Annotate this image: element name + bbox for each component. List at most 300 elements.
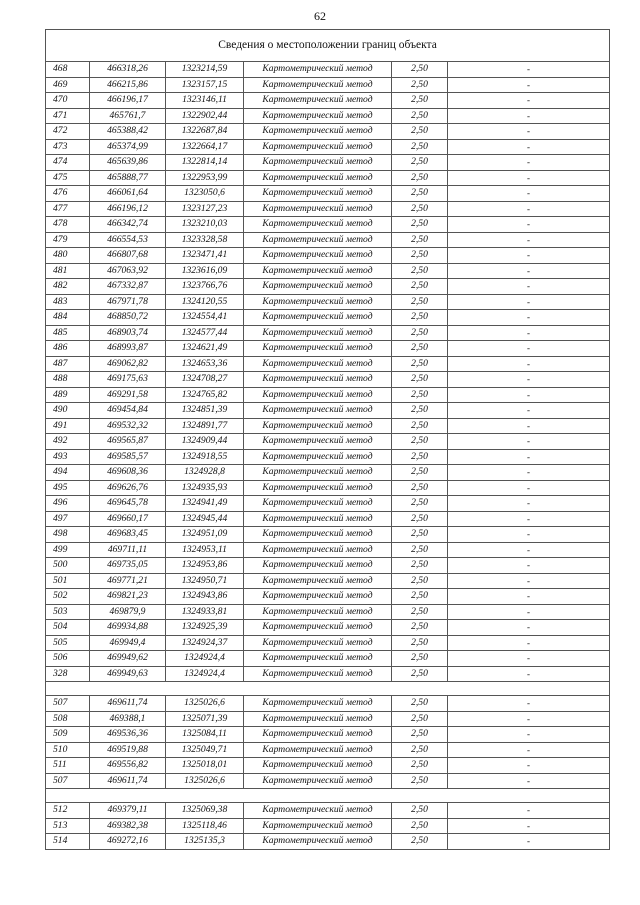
table-row — [46, 620, 610, 636]
note-cell: - — [448, 727, 610, 743]
table-row — [46, 279, 610, 295]
x-coordinate-cell: 469382,38 — [90, 818, 166, 834]
accuracy-cell: 2,50 — [392, 108, 448, 124]
x-coordinate-cell: 466342,74 — [90, 217, 166, 233]
accuracy-cell: 2,50 — [392, 480, 448, 496]
accuracy-cell: 2,50 — [392, 434, 448, 450]
x-coordinate-cell: 469379,11 — [90, 803, 166, 819]
note-cell: - — [448, 434, 610, 450]
note-cell: - — [448, 803, 610, 819]
table-row — [46, 604, 610, 620]
y-coordinate-cell: 1322687,84 — [166, 124, 244, 140]
table-row — [46, 294, 610, 310]
note-cell: - — [448, 294, 610, 310]
y-coordinate-cell: 1324943,86 — [166, 589, 244, 605]
method-cell: Картометрический метод — [244, 620, 392, 636]
accuracy-cell: 2,50 — [392, 604, 448, 620]
note-cell: - — [448, 139, 610, 155]
point-number-cell: 495 — [46, 480, 90, 496]
point-number-cell: 479 — [46, 232, 90, 248]
accuracy-cell: 2,50 — [392, 696, 448, 712]
accuracy-cell: 2,50 — [392, 727, 448, 743]
x-coordinate-cell: 469735,05 — [90, 558, 166, 574]
method-cell: Картометрический метод — [244, 803, 392, 819]
method-cell: Картометрический метод — [244, 217, 392, 233]
note-cell: - — [448, 372, 610, 388]
point-number-cell: 484 — [46, 310, 90, 326]
accuracy-cell: 2,50 — [392, 248, 448, 264]
accuracy-cell: 2,50 — [392, 742, 448, 758]
point-number-cell: 500 — [46, 558, 90, 574]
x-coordinate-cell: 469683,45 — [90, 527, 166, 543]
table-row — [46, 186, 610, 202]
table-row — [46, 834, 610, 850]
note-cell: - — [448, 542, 610, 558]
y-coordinate-cell: 1322902,44 — [166, 108, 244, 124]
table-row — [46, 248, 610, 264]
y-coordinate-cell: 1325049,71 — [166, 742, 244, 758]
note-cell: - — [448, 742, 610, 758]
note-cell: - — [448, 496, 610, 512]
note-cell: - — [448, 403, 610, 419]
method-cell: Картометрический метод — [244, 170, 392, 186]
x-coordinate-cell: 469536,36 — [90, 727, 166, 743]
x-coordinate-cell: 467063,92 — [90, 263, 166, 279]
y-coordinate-cell: 1324951,09 — [166, 527, 244, 543]
x-coordinate-cell: 466554,53 — [90, 232, 166, 248]
note-cell: - — [448, 818, 610, 834]
accuracy-cell: 2,50 — [392, 279, 448, 295]
method-cell: Картометрический метод — [244, 635, 392, 651]
accuracy-cell: 2,50 — [392, 325, 448, 341]
x-coordinate-cell: 465888,77 — [90, 170, 166, 186]
point-number-cell: 501 — [46, 573, 90, 589]
table-row — [46, 201, 610, 217]
table-row — [46, 727, 610, 743]
note-cell: - — [448, 480, 610, 496]
y-coordinate-cell: 1324924,4 — [166, 666, 244, 682]
point-number-cell: 485 — [46, 325, 90, 341]
y-coordinate-cell: 1322953,99 — [166, 170, 244, 186]
table-row — [46, 325, 610, 341]
x-coordinate-cell: 469175,63 — [90, 372, 166, 388]
method-cell: Картометрический метод — [244, 651, 392, 667]
table-row — [46, 77, 610, 93]
x-coordinate-cell: 469949,4 — [90, 635, 166, 651]
table-row — [46, 387, 610, 403]
method-cell: Картометрический метод — [244, 758, 392, 774]
point-number-cell: 507 — [46, 773, 90, 789]
note-cell: - — [448, 217, 610, 233]
x-coordinate-cell: 469611,74 — [90, 696, 166, 712]
table-row — [46, 62, 610, 78]
y-coordinate-cell: 1324941,49 — [166, 496, 244, 512]
point-number-cell: 510 — [46, 742, 90, 758]
accuracy-cell: 2,50 — [392, 310, 448, 326]
y-coordinate-cell: 1325118,46 — [166, 818, 244, 834]
point-number-cell: 469 — [46, 77, 90, 93]
accuracy-cell: 2,50 — [392, 93, 448, 109]
point-number-cell: 498 — [46, 527, 90, 543]
x-coordinate-cell: 466061,64 — [90, 186, 166, 202]
point-number-cell: 468 — [46, 62, 90, 78]
boundary-coordinates-table — [45, 29, 610, 850]
point-number-cell: 513 — [46, 818, 90, 834]
point-number-cell: 512 — [46, 803, 90, 819]
accuracy-cell: 2,50 — [392, 818, 448, 834]
note-cell: - — [448, 108, 610, 124]
accuracy-cell: 2,50 — [392, 403, 448, 419]
x-coordinate-cell: 469949,63 — [90, 666, 166, 682]
x-coordinate-cell: 469272,16 — [90, 834, 166, 850]
method-cell: Картометрический метод — [244, 62, 392, 78]
note-cell: - — [448, 279, 610, 295]
method-cell: Картометрический метод — [244, 696, 392, 712]
accuracy-cell: 2,50 — [392, 170, 448, 186]
x-coordinate-cell: 467332,87 — [90, 279, 166, 295]
x-coordinate-cell: 469711,11 — [90, 542, 166, 558]
point-number-cell: 482 — [46, 279, 90, 295]
y-coordinate-cell: 1323214,59 — [166, 62, 244, 78]
point-number-cell: 499 — [46, 542, 90, 558]
table-row — [46, 418, 610, 434]
note-cell: - — [448, 155, 610, 171]
y-coordinate-cell: 1324708,27 — [166, 372, 244, 388]
x-coordinate-cell: 469585,57 — [90, 449, 166, 465]
method-cell: Картометрический метод — [244, 511, 392, 527]
note-cell: - — [448, 465, 610, 481]
y-coordinate-cell: 1324928,8 — [166, 465, 244, 481]
x-coordinate-cell: 469934,88 — [90, 620, 166, 636]
note-cell: - — [448, 651, 610, 667]
method-cell: Картометрический метод — [244, 480, 392, 496]
y-coordinate-cell: 1324554,41 — [166, 310, 244, 326]
y-coordinate-cell: 1324577,44 — [166, 325, 244, 341]
table-row — [46, 651, 610, 667]
note-cell: - — [448, 248, 610, 264]
accuracy-cell: 2,50 — [392, 341, 448, 357]
x-coordinate-cell: 469556,82 — [90, 758, 166, 774]
x-coordinate-cell: 468993,87 — [90, 341, 166, 357]
method-cell: Картометрический метод — [244, 773, 392, 789]
table-row — [46, 93, 610, 109]
table-row — [46, 465, 610, 481]
table-row — [46, 527, 610, 543]
y-coordinate-cell: 1325026,6 — [166, 696, 244, 712]
y-coordinate-cell: 1325069,38 — [166, 803, 244, 819]
point-number-cell: 496 — [46, 496, 90, 512]
point-number-cell: 487 — [46, 356, 90, 372]
x-coordinate-cell: 469949,62 — [90, 651, 166, 667]
y-coordinate-cell: 1324851,39 — [166, 403, 244, 419]
y-coordinate-cell: 1323146,11 — [166, 93, 244, 109]
point-number-cell: 470 — [46, 93, 90, 109]
point-number-cell: 493 — [46, 449, 90, 465]
y-coordinate-cell: 1325071,39 — [166, 711, 244, 727]
method-cell: Картометрический метод — [244, 604, 392, 620]
x-coordinate-cell: 469291,58 — [90, 387, 166, 403]
table-row — [46, 232, 610, 248]
method-cell: Картометрический метод — [244, 558, 392, 574]
point-number-cell: 511 — [46, 758, 90, 774]
y-coordinate-cell: 1324918,55 — [166, 449, 244, 465]
point-number-cell: 514 — [46, 834, 90, 850]
y-coordinate-cell: 1323328,58 — [166, 232, 244, 248]
accuracy-cell: 2,50 — [392, 232, 448, 248]
note-cell: - — [448, 418, 610, 434]
x-coordinate-cell: 469454,84 — [90, 403, 166, 419]
table-row — [46, 155, 610, 171]
note-cell: - — [448, 449, 610, 465]
note-cell: - — [448, 511, 610, 527]
table-row — [46, 372, 610, 388]
x-coordinate-cell: 469660,17 — [90, 511, 166, 527]
point-number-cell: 476 — [46, 186, 90, 202]
x-coordinate-cell: 469062,82 — [90, 356, 166, 372]
method-cell: Картометрический метод — [244, 465, 392, 481]
accuracy-cell: 2,50 — [392, 511, 448, 527]
accuracy-cell: 2,50 — [392, 449, 448, 465]
accuracy-cell: 2,50 — [392, 573, 448, 589]
point-number-cell: 503 — [46, 604, 90, 620]
point-number-cell: 477 — [46, 201, 90, 217]
accuracy-cell: 2,50 — [392, 711, 448, 727]
point-number-cell: 474 — [46, 155, 90, 171]
y-coordinate-cell: 1323127,23 — [166, 201, 244, 217]
point-number-cell: 480 — [46, 248, 90, 264]
accuracy-cell: 2,50 — [392, 542, 448, 558]
note-cell: - — [448, 620, 610, 636]
table-row — [46, 263, 610, 279]
table-row — [46, 711, 610, 727]
table-row — [46, 310, 610, 326]
accuracy-cell: 2,50 — [392, 758, 448, 774]
y-coordinate-cell: 1324953,11 — [166, 542, 244, 558]
table-row — [46, 758, 610, 774]
y-coordinate-cell: 1323766,76 — [166, 279, 244, 295]
table-row — [46, 696, 610, 712]
table-row — [46, 108, 610, 124]
table-row — [46, 558, 610, 574]
point-number-cell: 471 — [46, 108, 90, 124]
note-cell: - — [448, 387, 610, 403]
method-cell: Картометрический метод — [244, 201, 392, 217]
method-cell: Картометрический метод — [244, 139, 392, 155]
table-row — [46, 542, 610, 558]
table-row — [46, 511, 610, 527]
x-coordinate-cell: 466807,68 — [90, 248, 166, 264]
x-coordinate-cell: 469821,23 — [90, 589, 166, 605]
method-cell: Картометрический метод — [244, 403, 392, 419]
note-cell: - — [448, 341, 610, 357]
accuracy-cell: 2,50 — [392, 558, 448, 574]
table-row — [46, 496, 610, 512]
y-coordinate-cell: 1324950,71 — [166, 573, 244, 589]
x-coordinate-cell: 465761,7 — [90, 108, 166, 124]
method-cell: Картометрический метод — [244, 155, 392, 171]
accuracy-cell: 2,50 — [392, 773, 448, 789]
point-number-cell: 475 — [46, 170, 90, 186]
note-cell: - — [448, 325, 610, 341]
method-cell: Картометрический метод — [244, 589, 392, 605]
x-coordinate-cell: 465388,42 — [90, 124, 166, 140]
y-coordinate-cell: 1323471,41 — [166, 248, 244, 264]
x-coordinate-cell: 465639,86 — [90, 155, 166, 171]
y-coordinate-cell: 1324891,77 — [166, 418, 244, 434]
point-number-cell: 509 — [46, 727, 90, 743]
method-cell: Картометрический метод — [244, 77, 392, 93]
y-coordinate-cell: 1325026,6 — [166, 773, 244, 789]
x-coordinate-cell: 469611,74 — [90, 773, 166, 789]
method-cell: Картометрический метод — [244, 279, 392, 295]
y-coordinate-cell: 1324933,81 — [166, 604, 244, 620]
accuracy-cell: 2,50 — [392, 418, 448, 434]
method-cell: Картометрический метод — [244, 325, 392, 341]
accuracy-cell: 2,50 — [392, 834, 448, 850]
point-number-cell: 502 — [46, 589, 90, 605]
x-coordinate-cell: 469771,21 — [90, 573, 166, 589]
table-title-row — [46, 30, 610, 62]
method-cell: Картометрический метод — [244, 449, 392, 465]
note-cell: - — [448, 186, 610, 202]
accuracy-cell: 2,50 — [392, 589, 448, 605]
accuracy-cell: 2,50 — [392, 294, 448, 310]
accuracy-cell: 2,50 — [392, 155, 448, 171]
y-coordinate-cell: 1322664,17 — [166, 139, 244, 155]
table-row — [46, 635, 610, 651]
accuracy-cell: 2,50 — [392, 372, 448, 388]
note-cell: - — [448, 758, 610, 774]
accuracy-cell: 2,50 — [392, 496, 448, 512]
point-number-cell: 489 — [46, 387, 90, 403]
accuracy-cell: 2,50 — [392, 186, 448, 202]
point-number-cell: 478 — [46, 217, 90, 233]
table-row — [46, 434, 610, 450]
y-coordinate-cell: 1324924,4 — [166, 651, 244, 667]
method-cell: Картометрический метод — [244, 418, 392, 434]
y-coordinate-cell: 1324945,44 — [166, 511, 244, 527]
y-coordinate-cell: 1324120,55 — [166, 294, 244, 310]
x-coordinate-cell: 469388,1 — [90, 711, 166, 727]
x-coordinate-cell: 469532,32 — [90, 418, 166, 434]
group-separator-row — [46, 789, 610, 803]
note-cell: - — [448, 263, 610, 279]
x-coordinate-cell: 466318,26 — [90, 62, 166, 78]
note-cell: - — [448, 773, 610, 789]
x-coordinate-cell: 469879,9 — [90, 604, 166, 620]
method-cell: Картометрический метод — [244, 727, 392, 743]
accuracy-cell: 2,50 — [392, 263, 448, 279]
method-cell: Картометрический метод — [244, 573, 392, 589]
table-row — [46, 666, 610, 682]
y-coordinate-cell: 1324924,37 — [166, 635, 244, 651]
y-coordinate-cell: 1324953,86 — [166, 558, 244, 574]
point-number-cell: 473 — [46, 139, 90, 155]
table-row — [46, 124, 610, 140]
method-cell: Картометрический метод — [244, 542, 392, 558]
method-cell: Картометрический метод — [244, 108, 392, 124]
accuracy-cell: 2,50 — [392, 651, 448, 667]
table-row — [46, 773, 610, 789]
method-cell: Картометрический метод — [244, 372, 392, 388]
y-coordinate-cell: 1323157,15 — [166, 77, 244, 93]
table-row — [46, 573, 610, 589]
y-coordinate-cell: 1324925,39 — [166, 620, 244, 636]
table-title: Сведения о местоположении границ объекта — [46, 30, 610, 62]
method-cell: Картометрический метод — [244, 356, 392, 372]
point-number-cell: 508 — [46, 711, 90, 727]
point-number-cell: 492 — [46, 434, 90, 450]
y-coordinate-cell: 1323050,6 — [166, 186, 244, 202]
point-number-cell: 506 — [46, 651, 90, 667]
note-cell: - — [448, 201, 610, 217]
x-coordinate-cell: 469645,78 — [90, 496, 166, 512]
note-cell: - — [448, 711, 610, 727]
method-cell: Картометрический метод — [244, 742, 392, 758]
accuracy-cell: 2,50 — [392, 201, 448, 217]
table-row — [46, 170, 610, 186]
accuracy-cell: 2,50 — [392, 635, 448, 651]
x-coordinate-cell: 466196,17 — [90, 93, 166, 109]
separator-cell — [46, 682, 610, 696]
separator-cell — [46, 789, 610, 803]
point-number-cell: 505 — [46, 635, 90, 651]
method-cell: Картометрический метод — [244, 186, 392, 202]
x-coordinate-cell: 467971,78 — [90, 294, 166, 310]
accuracy-cell: 2,50 — [392, 666, 448, 682]
y-coordinate-cell: 1324935,93 — [166, 480, 244, 496]
point-number-cell: 490 — [46, 403, 90, 419]
method-cell: Картометрический метод — [244, 310, 392, 326]
accuracy-cell: 2,50 — [392, 803, 448, 819]
x-coordinate-cell: 468903,74 — [90, 325, 166, 341]
note-cell: - — [448, 356, 610, 372]
y-coordinate-cell: 1323616,09 — [166, 263, 244, 279]
method-cell: Картометрический метод — [244, 834, 392, 850]
x-coordinate-cell: 469565,87 — [90, 434, 166, 450]
note-cell: - — [448, 77, 610, 93]
method-cell: Картометрический метод — [244, 666, 392, 682]
accuracy-cell: 2,50 — [392, 62, 448, 78]
accuracy-cell: 2,50 — [392, 356, 448, 372]
x-coordinate-cell: 466215,86 — [90, 77, 166, 93]
y-coordinate-cell: 1323210,03 — [166, 217, 244, 233]
method-cell: Картометрический метод — [244, 527, 392, 543]
x-coordinate-cell: 466196,12 — [90, 201, 166, 217]
note-cell: - — [448, 232, 610, 248]
method-cell: Картометрический метод — [244, 818, 392, 834]
point-number-cell: 504 — [46, 620, 90, 636]
table-row — [46, 356, 610, 372]
table-row — [46, 480, 610, 496]
accuracy-cell: 2,50 — [392, 527, 448, 543]
accuracy-cell: 2,50 — [392, 620, 448, 636]
method-cell: Картометрический метод — [244, 387, 392, 403]
accuracy-cell: 2,50 — [392, 77, 448, 93]
point-number-cell: 497 — [46, 511, 90, 527]
x-coordinate-cell: 469519,88 — [90, 742, 166, 758]
note-cell: - — [448, 558, 610, 574]
accuracy-cell: 2,50 — [392, 465, 448, 481]
table-row — [46, 341, 610, 357]
note-cell: - — [448, 170, 610, 186]
table-row — [46, 139, 610, 155]
x-coordinate-cell: 468850,72 — [90, 310, 166, 326]
method-cell: Картометрический метод — [244, 496, 392, 512]
table-row — [46, 803, 610, 819]
point-number-cell: 328 — [46, 666, 90, 682]
x-coordinate-cell: 469608,36 — [90, 465, 166, 481]
